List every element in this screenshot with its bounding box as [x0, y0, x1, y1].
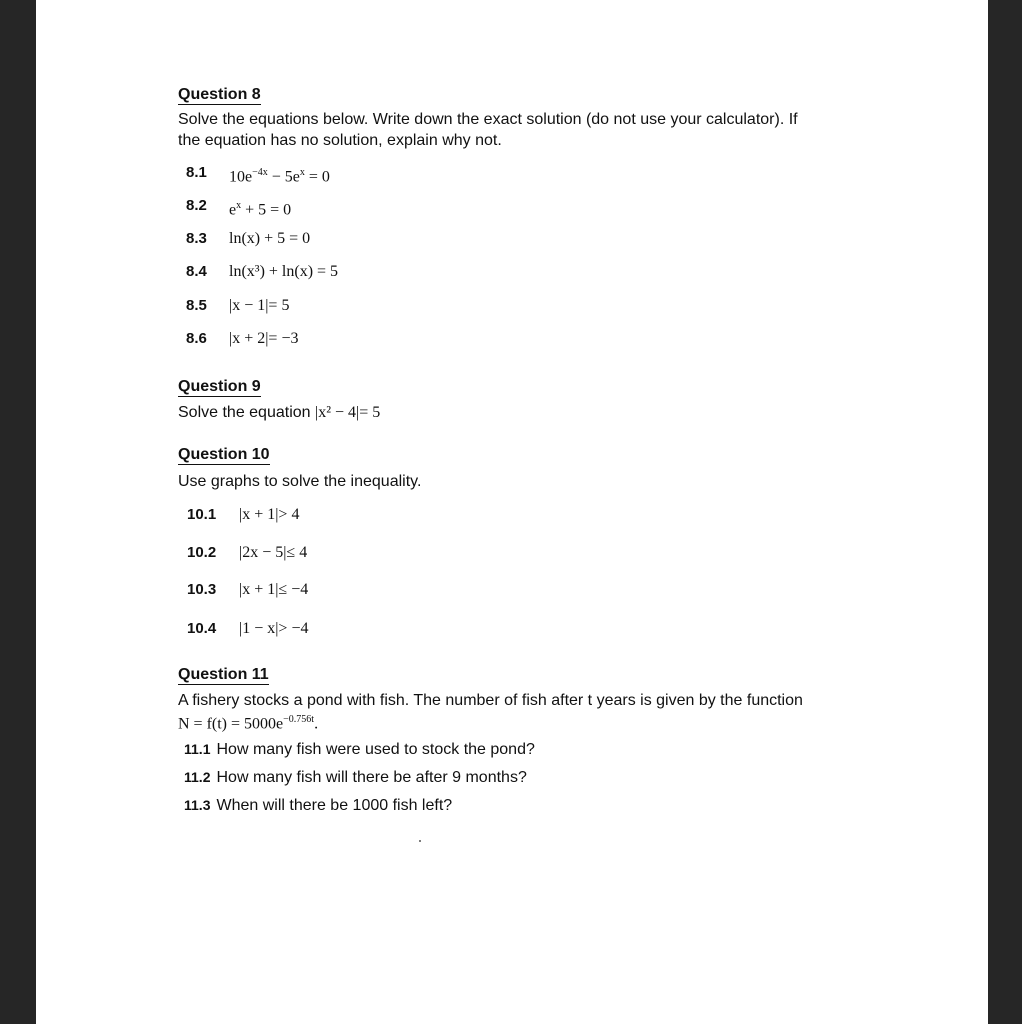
item-number: 10.1 [187, 506, 217, 523]
item-number: 10.2 [187, 544, 217, 561]
fish-function-formula: $N = f(t) = 5000e^{-0.756t}$. [178, 714, 319, 733]
equation: |2x − 5|≤ 4 [239, 544, 308, 561]
equation: |x + 2|= −3 [229, 330, 299, 347]
question-8-instructions-line-2: the equation has no solution, explain why not. [178, 132, 502, 149]
question-11-text: A fishery stocks a pond with fish. The number of fish after t years is given by the function [178, 692, 803, 709]
document-page [36, 0, 988, 1024]
equation: $e^x + 5 = 0$ [229, 200, 292, 219]
item-number: 8.1 [186, 164, 207, 181]
subquestion-11-3: 11.3 When will there be 1000 fish left? [184, 797, 453, 814]
item-number: 10.3 [187, 581, 217, 598]
question-9-text: Solve the equation |x² − 4|= 5 [178, 404, 381, 421]
item-number: 8.4 [186, 263, 207, 280]
item-number: 8.5 [186, 297, 207, 314]
scan-speck [419, 840, 421, 842]
equation: |x² − 4|= 5 [315, 404, 381, 421]
equation: ln(x³) + ln(x) = 5 [229, 263, 339, 280]
question-10-text: Use graphs to solve the inequality. [178, 473, 422, 490]
subquestion-11-1: 11.1 How many fish were used to stock the pond? [184, 741, 535, 758]
subquestion-11-2: 11.2 How many fish will there be after 9 months? [184, 769, 527, 786]
question-10-heading: Question 10 [178, 446, 270, 463]
question-11-heading: Question 11 [178, 666, 269, 683]
equation: |x + 1|> 4 [239, 506, 300, 523]
item-number: 10.4 [187, 620, 217, 637]
worksheet [36, 0, 988, 1024]
question-9-heading: Question 9 [178, 378, 261, 395]
item-number: 8.3 [186, 230, 207, 247]
equation: |1 − x|> −4 [239, 620, 309, 637]
equation: |x + 1|≤ −4 [239, 581, 309, 598]
item-number: 8.6 [186, 330, 207, 347]
equation: ln(x) + 5 = 0 [229, 230, 311, 247]
question-8-heading: Question 8 [178, 86, 261, 103]
equation: $10e^{-4x} - 5e^x = 0$ [229, 167, 330, 186]
question-8-instructions-line-1: Solve the equations below. Write down the exact solution (do not use your calculator). If [178, 111, 798, 128]
equation: |x − 1|= 5 [229, 297, 290, 314]
item-number: 8.2 [186, 197, 207, 214]
